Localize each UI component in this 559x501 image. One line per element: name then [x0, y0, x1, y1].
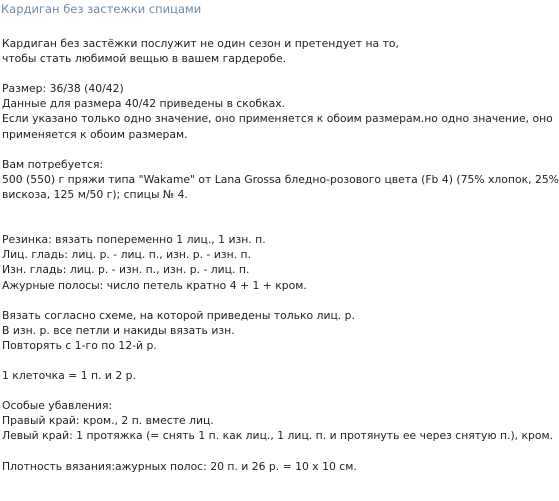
text-line: Повторять с 1-го по 12-й р.: [2, 338, 157, 352]
paragraph-gap: [2, 217, 474, 232]
text-line: Лиц. гладь: лиц. р. - лиц. п., изн. р. - изн. п.: [2, 248, 251, 262]
text-line: Изн. гладь: лиц. р. - изн. п., изн. р. - лиц. п.: [2, 263, 250, 277]
text-line: Плотность вязания:ажурных полос: 20 п. и 26 р. = 10 х 10 см.: [2, 459, 357, 473]
article-body: [2, 36, 559, 474]
paragraph-gap: [2, 444, 474, 459]
text-line: Особые убавления:: [2, 399, 113, 413]
text-line: применяется к обоим размерам.: [2, 127, 188, 141]
text-line: В изн. р. все петли и накиды вязать изн.: [2, 323, 235, 337]
text-line: Правый край: кром., 2 п. вместе лиц.: [2, 414, 214, 428]
article-title: Кардиган без застежки спицами: [1, 2, 202, 16]
paragraph-gap: [2, 293, 474, 308]
text-line: вискоза, 125 м/50 г); спицы № 4.: [2, 187, 188, 201]
text-line: 500 (550) г пряжи типа "Wakame" от Lana Grossa бледно-розового цвета (Fb 4) (75% хлопок, 25%: [2, 172, 559, 186]
paragraph-gap: [2, 202, 474, 217]
text-line: Ажурные полосы: число петель кратно 4 + 1 + кром.: [2, 278, 307, 292]
text-line: Вязать согласно схеме, на которой приведены только лиц. р.: [2, 308, 355, 322]
text-line: Кардиган без застёжки послужит не один сезон и претендует на то,: [2, 37, 399, 50]
text-line: Левый край: 1 протяжка (= снять 1 п. как лиц., 1 лиц. п. и протянуть ее через снятую п.), кром.: [2, 429, 554, 443]
paragraph-gap: [2, 383, 474, 398]
text-line: Данные для размера 40/42 приведены в скобках.: [2, 97, 286, 111]
paragraph-gap: [2, 353, 474, 368]
paragraph-gap: [2, 66, 474, 81]
text-line: 1 клеточка = 1 п. и 2 р.: [2, 369, 136, 383]
text-line: Резинка: вязать попеременно 1 лиц., 1 изн. п.: [2, 233, 266, 247]
text-line: Если указано только одно значение, оно применяется к обоим размерам.но одно значение, оно: [2, 112, 553, 126]
size-line: Размер: 36/38 (40/42): [2, 82, 124, 96]
text-line: чтобы стать любимой вещью в вашем гардеробе.: [2, 52, 287, 66]
materials-heading: Вам потребуется:: [2, 157, 104, 171]
paragraph-gap: [2, 142, 474, 157]
